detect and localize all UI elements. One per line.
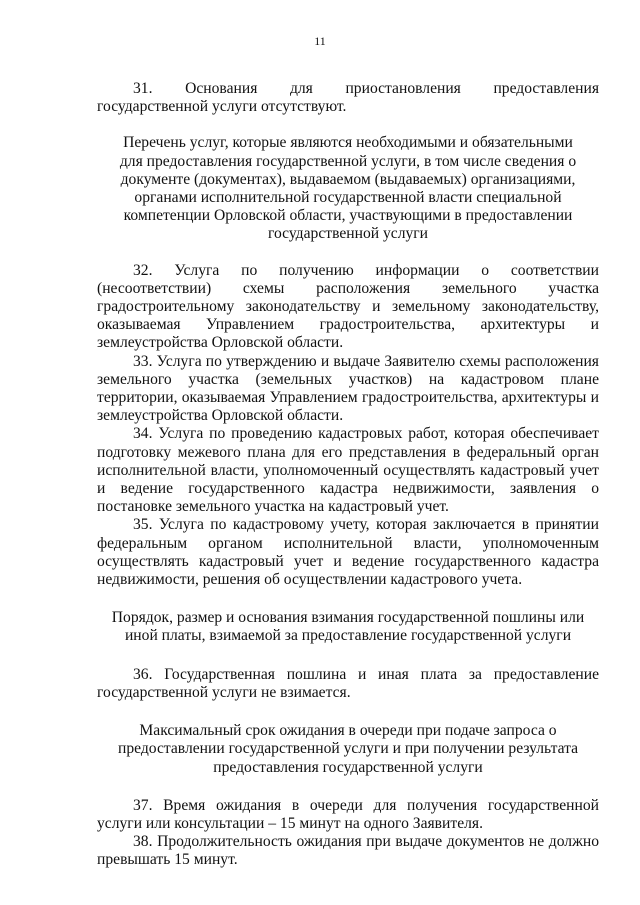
heading-state-fee: Порядок, размер и основания взимания государственной пошлины или иной платы, взимаемой за предоставление государственной услуги	[111, 609, 585, 645]
paragraph-35: 35. Услуга по кадастровому учету, которая заключается в принятии федеральным органом исполнительной власти, уполномоченным осуществлять кадастровый учет и ведение государственного кадастра недвижимости, решения об осуществлении кадастрового учета.	[97, 516, 599, 589]
paragraph-33: 33. Услуга по утверждению и выдаче Заявителю схемы расположения земельного участка (земельных участков) на кадастровом плане территории, оказываемая Управлением градостроительства, архитектуры и землеустройства Орловской области.	[97, 352, 599, 425]
paragraph-36: 36. Государственная пошлина и иная плата за предоставление государственной услуги не взимается.	[97, 665, 599, 701]
page-number: 11	[314, 34, 326, 48]
document-body	[97, 80, 599, 870]
paragraph-37: 37. Время ожидания в очереди для получения государственной услуги или консультации – 15 минут на одного Заявителя.	[97, 796, 599, 832]
heading-required-services: Перечень услуг, которые являются необходимыми и обязательными для предоставления государственной услуги, в том числе сведения о документе (документах), выдаваемом (выдаваемых) организациями, органами исполнительной государственной власти специальной компетенции Орловской области, участвующими в предоставлении государственной услуги	[119, 134, 577, 243]
paragraph-32: 32. Услуга по получению информации о соответствии (несоответствии) схемы расположения земельного участка градостроительному законодательству и земельному законодательству, оказываемая Управлением градостроительства, архитектуры и землеустройства Орловской области.	[97, 261, 599, 352]
paragraph-34: 34. Услуга по проведению кадастровых работ, которая обеспечивает подготовку межевого плана для его представления в федеральный орган исполнительной власти, уполномоченный осуществлять кадастровый учет и ведение государственного кадастра недвижимости, заявления о постановке земельного участка на кадастровый учет.	[97, 425, 599, 516]
heading-waiting-time: Максимальный срок ожидания в очереди при подаче запроса о предоставлении государственной услуги и при получении результата предоставления государственной услуги	[117, 722, 579, 776]
paragraph-38: 38. Продолжительность ожидания при выдаче документов не должно превышать 15 минут.	[97, 833, 599, 869]
paragraph-31: 31. Основания для приостановления предоставления государственной услуги отсутствуют.	[97, 80, 599, 116]
